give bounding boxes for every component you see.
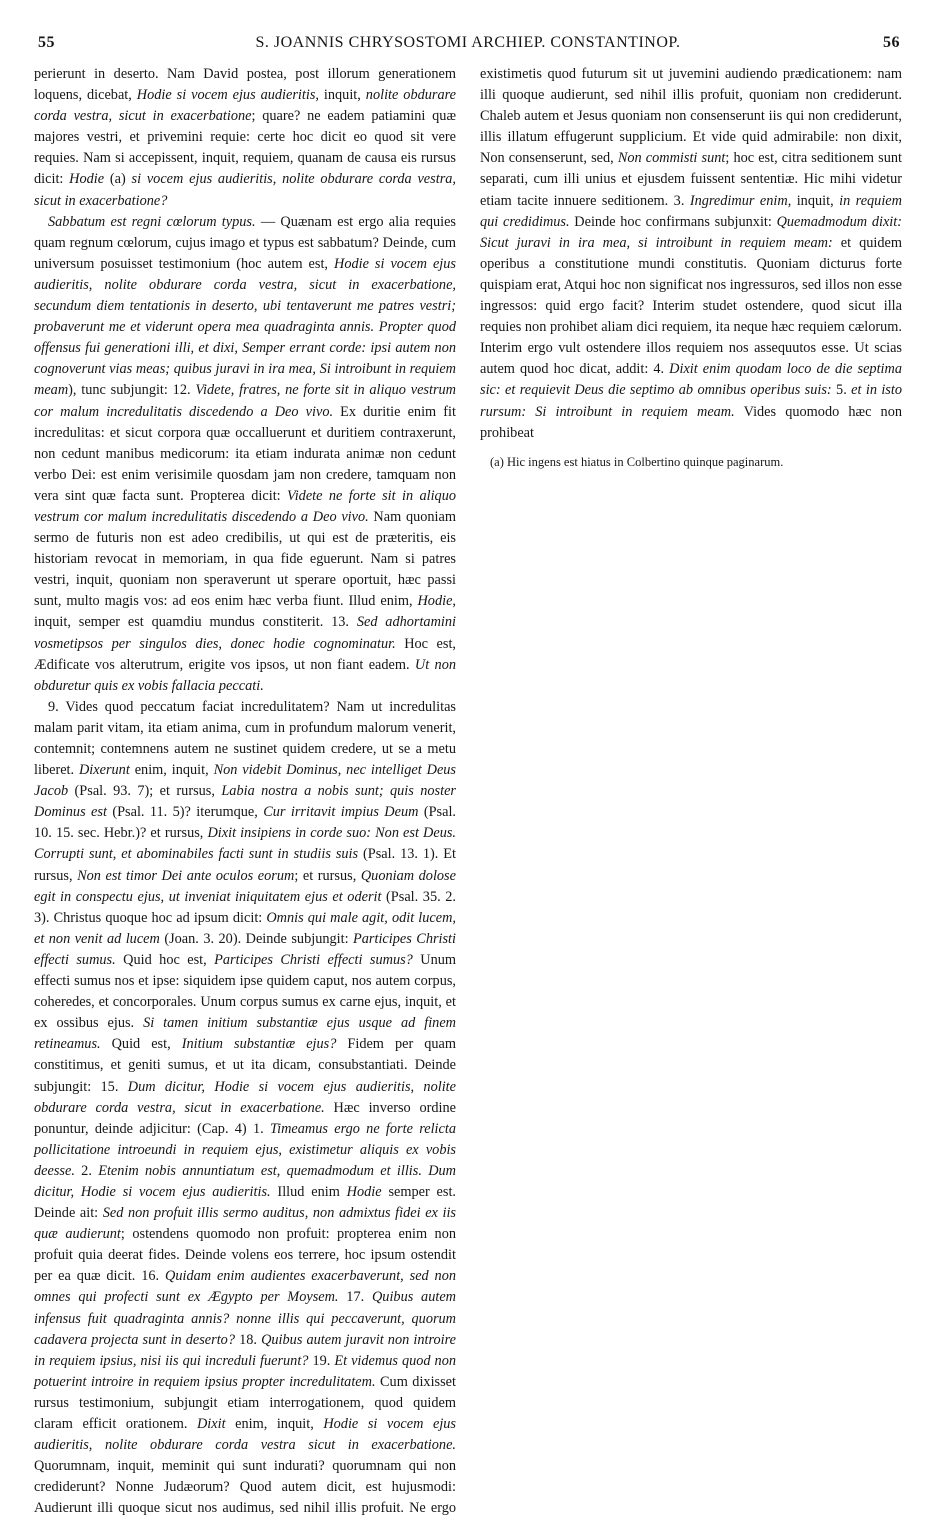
italic-run: Quibus autem infensus fuit quadraginta annis? nonne illis qui peccaverunt, quorum cadavera projecta sunt in deserto?	[34, 1289, 456, 1348]
text-run: 18.	[234, 1331, 262, 1348]
text-run: et quidem operibus a constitutione mundi constitutis. Quoniam dicturus forte quispiam erat, Atqui hoc non significat nos ingressuros, sed illos non esse ingressos: quid ergo facit? Interim studet ostendere, quod sicut illa requies non prohibet aliam dici requiem, ita neque hæc requiem cælorum. Interim ergo vult ostendere illos requiem nos assequutos esse. Ut scias autem quod hoc dicat, addit: 4.	[480, 234, 902, 378]
text-run: enim, inquit,	[129, 762, 214, 779]
italic-run: Dixit insipiens in corde suo: Non est Deus. Corrupti sunt, et abominabiles facti sunt in studiis suis	[34, 825, 456, 863]
text-run: — Quænam est ergo alia requies quam regnum cœlorum, cujus imago et typus est sabbatum? Deinde, cum universum posuisset testimonium (hoc autem est,	[34, 213, 456, 272]
running-title: S. JOANNIS CHRYSOSTOMI ARCHIEP. CONSTANTINOP.	[255, 34, 681, 51]
italic-run: Hodie si vocem ejus audieritis, nolite obdurare corda vestra, sicut in exacerbatione, secundum diem tentationis in deserto, ubi tentaverunt me patres vestri; probaverunt me et viderunt opera mea quadraginta annis. Propter quod offensus fui generationi illi, et dixi, Semper errant corde: ipsi autem non cognoverunt vias meas; quibus juravi in ira mea, Si introibunt in requiem meam	[34, 255, 456, 399]
text-run: ), tunc subjungit: 12.	[68, 382, 196, 399]
italic-run: et in isto rursum: Si introibunt in requiem meam.	[480, 382, 902, 420]
italic-run: in requiem qui credidimus.	[480, 192, 902, 230]
italic-run: Et videmus quod non potuerint introire in requiem ipsius propter incredulitatem.	[34, 1352, 456, 1390]
text-run: ; ostendens quomodo non profuit: propterea enim non profuit quia deerat fides. Deinde volens eos terrere, hoc ipsum ostendit per ea quæ dicit. 16.	[34, 1226, 456, 1285]
text-run: ; quare? ne eadem patiamini quæ majores vestri, et privemini requie: certe hoc dicit eo quod sit vere requies. Nam si accepissent, inquit, requiem, quanam de causa eis rursus dicit:	[34, 108, 456, 188]
text-run: Cum dixisset rursus testimonium, subjungit etiam interrogationem, quod quidem claram efficit orationem.	[34, 1373, 456, 1432]
italic-run: Si tamen initium substantiæ ejus usque ad finem retineamus.	[34, 1015, 456, 1053]
text-run: Ex duritie enim fit incredulitas: et sicut corpora quæ occalluerunt et duritiem contraxerunt, non cedunt manibus medicorum: ita etiam indurata animæ non cedunt verbo Dei: est enim verisimile quosdam jam non credere, tamquam non vera sint quæ facta sunt. Propterea dicit:	[34, 403, 456, 504]
page-number-right: 56	[883, 34, 900, 51]
page-number-left: 55	[38, 34, 55, 51]
italic-run: Hodie	[417, 593, 453, 610]
text-run: 5.	[831, 382, 852, 399]
text-run: (Psal. 93. 7); et rursus,	[68, 783, 222, 800]
italic-run: Sed adhortamini vosmetipsos per singulos dies, donec hodie cognominatur.	[34, 614, 456, 652]
paragraph	[34, 212, 456, 697]
italic-run: Quemadmodum dixit: Sicut juravi in ira mea, si introibunt in requiem meam:	[480, 213, 902, 251]
italic-run: Hodie si vocem ejus audieritis, nolite obdurare corda vestra sicut in exacerbatione.	[34, 1416, 456, 1454]
italic-run: Cur irritavit impius Deum	[263, 804, 419, 821]
text-columns	[34, 64, 902, 1530]
text-run: Nam quoniam sermo de futuris non est adeo credibilis, ut qui est de præteritis, eis historiam revocat in memoriam, in qua fide eguerunt. Nam si patres vestri, inquit, quoniam non speraverunt ut sperare oportuit, hæc passi sunt, multo magis vos: ad eos enim hæc verba fiunt. Illud enim,	[34, 508, 456, 610]
text-run: (a)	[104, 171, 132, 188]
text-run: Vides quomodo hæc non prohibeat	[480, 403, 902, 441]
italic-run: si vocem ejus audieritis, nolite obdurare corda vestra, sicut in exacerbatione?	[34, 171, 456, 209]
text-run: Deinde hoc confirmans subjunxit:	[569, 213, 777, 230]
text-run: 2.	[74, 1162, 99, 1179]
text-run: Quorumnam, inquit, meminit qui sunt indurati? quorumnam qui non crediderunt? Nonne Judæorum? Quod autem dicit, est hujusmodi: Audierunt illi quoque sicut nos audimus, sed nihil illis profuit. Ne ergo existimetis quod futurum sit ut juvemini audiendo prædicationem: nam illi quoque audierunt, sed nihil illis profuit, quoniam non crediderunt. Chaleb autem et Jesus quoniam non consenserunt iis qui non crediderunt, illis illatum effugerunt supplicium. Et vide quid admirabile: non dixit, Non consenserunt, sed,	[34, 66, 902, 1517]
italic-run: Videte, fratres, ne forte sit in aliquo vestrum cor malum incredulitatis discedendo a Deo vivo.	[34, 382, 457, 420]
text-run: Unum effecti sumus nos et ipse: siquidem ipse quidem caput, nos autem corpus, coheredes, et concorporales. Unum corpus sumus ex carne ejus, inquit, et ex ossibus ejus.	[34, 951, 456, 1032]
text-run: (Psal. 11. 5)? iterumque,	[106, 804, 264, 821]
text-run: (Psal. 35. 2. 3). Christus quoque hoc ad ipsum dicit:	[34, 888, 456, 926]
italic-run: Timeamus ergo ne forte relicta pollicitatione introeundi in requiem ejus, existimetur aliquis ex vobis deesse.	[34, 1120, 456, 1179]
italic-run: Dum dicitur, Hodie si vocem ejus audieritis, nolite obdurare corda vestra, sicut in exacerbatione.	[34, 1078, 456, 1116]
text-run: (Psal. 13. 1). Et rursus,	[34, 846, 456, 884]
italic-run: Non commisti sunt	[617, 150, 726, 167]
running-header	[34, 34, 902, 62]
text-run: , inquit,	[787, 192, 840, 209]
italic-run: Non videbit Dominus, nec intelliget Deus Jacob	[34, 762, 456, 800]
footnote: (a) Hic ingens est hiatus in Colbertino quinque paginarum.	[490, 454, 784, 469]
italic-run: Quidam enim audientes exacerbaverunt, sed non omnes qui profecti sunt ex Ægypto per Moysem.	[34, 1268, 456, 1306]
text-run: (Psal. 10. 15. sec. Hebr.)? et rursus,	[34, 804, 456, 842]
text-run: , inquit,	[315, 87, 366, 104]
italic-run: Sabbatum est regni cœlorum typus.	[48, 213, 256, 230]
italic-run: Non est timor Dei ante oculos eorum	[77, 867, 295, 884]
text-run: 9. Vides quod peccatum faciat incredulitatem? Nam ut incredulitas malam parit vitam, ita etiam anima, cum in profundum malorum venerit, contemnit; contemnens autem ne sustinet quidem credere, ut se a metu liberet.	[34, 698, 456, 779]
italic-run: nolite obdurare corda vestra, sicut in exacerbatione	[34, 87, 456, 125]
italic-run: Quoniam dolose egit in conspectu ejus, ut inveniat iniquitatem ejus et oderit	[34, 867, 456, 905]
text-run: Illud enim	[270, 1183, 347, 1200]
text-run: semper est. Deinde ait:	[34, 1183, 457, 1222]
italic-run: Ingredimur enim	[689, 192, 788, 209]
italic-run: Omnis qui male agit, odit lucem, et non venit ad lucem	[34, 909, 456, 947]
text-run: 17.	[338, 1289, 372, 1306]
text-run: enim, inquit,	[225, 1416, 324, 1432]
text-run: Quid est,	[100, 1036, 182, 1053]
italic-run: Sed non profuit illis sermo auditus, non admixtus fidei ex iis quæ audierunt	[34, 1205, 456, 1243]
italic-run: Dixerunt	[78, 762, 130, 779]
italic-run: Participes Christi effecti sumus.	[34, 930, 457, 968]
text-run: Hæc inverso ordine ponuntur, deinde adjicitur: (Cap. 4) 1.	[34, 1099, 456, 1137]
text-run: ; et rursus,	[294, 867, 361, 884]
italic-run: Videte ne forte sit in aliquo vestrum cor malum incredulitatis discedendo a Deo vivo.	[34, 487, 456, 525]
text-run: , inquit, semper est quamdiu mundus constiterit. 13.	[34, 593, 456, 631]
italic-run: Hodie	[69, 171, 105, 188]
italic-run: Ut non obduretur quis ex vobis fallacia peccati.	[34, 656, 456, 694]
italic-run: Hodie si vocem ejus audieritis	[136, 87, 316, 104]
italic-run: Etenim nobis annuntiatum est, quemadmodum et illis. Dum dicitur, Hodie si vocem ejus audieritis.	[34, 1162, 457, 1200]
text-run: (Joan. 3. 20). Deinde subjungit:	[159, 930, 354, 947]
italic-run: Dixit	[196, 1416, 226, 1432]
italic-run: Participes Christi effecti sumus?	[214, 951, 413, 968]
italic-run: Quibus autem juravit non introire in requiem ipsius, nisi iis qui increduli fuerunt?	[34, 1331, 456, 1369]
text-run: 19.	[308, 1352, 335, 1369]
text-run: ; hoc est, citra seditionem sunt separati, cum illi unius et ejusdem fuissent sententiæ. Hic mihi videtur etiam tacite innuere seditionem. 3.	[480, 150, 902, 209]
italic-run: Hodie	[346, 1183, 382, 1200]
text-run: perierunt in deserto. Nam David postea, post illorum generationem loquens, dicebat,	[34, 66, 456, 104]
italic-run: Initium substantiæ ejus?	[181, 1036, 337, 1053]
italic-run: Labia nostra a nobis sunt; quis noster Dominus est	[34, 783, 456, 821]
italic-run: Dixit enim quodam loco de die septima sic: et requievit Deus die septimo ab omnibus operibus suis:	[480, 361, 902, 399]
text-run: Fidem per quam constitimus, et geniti sumus, et ut ita dicam, consubstantiati. Deinde subjungit: 15.	[34, 1036, 456, 1095]
paragraph	[34, 64, 456, 212]
text-run: Hoc est, Ædificate vos alterutrum, erigite vos ipsos, ut non fiant eadem.	[34, 635, 456, 673]
text-run: Quid hoc est,	[115, 951, 215, 968]
